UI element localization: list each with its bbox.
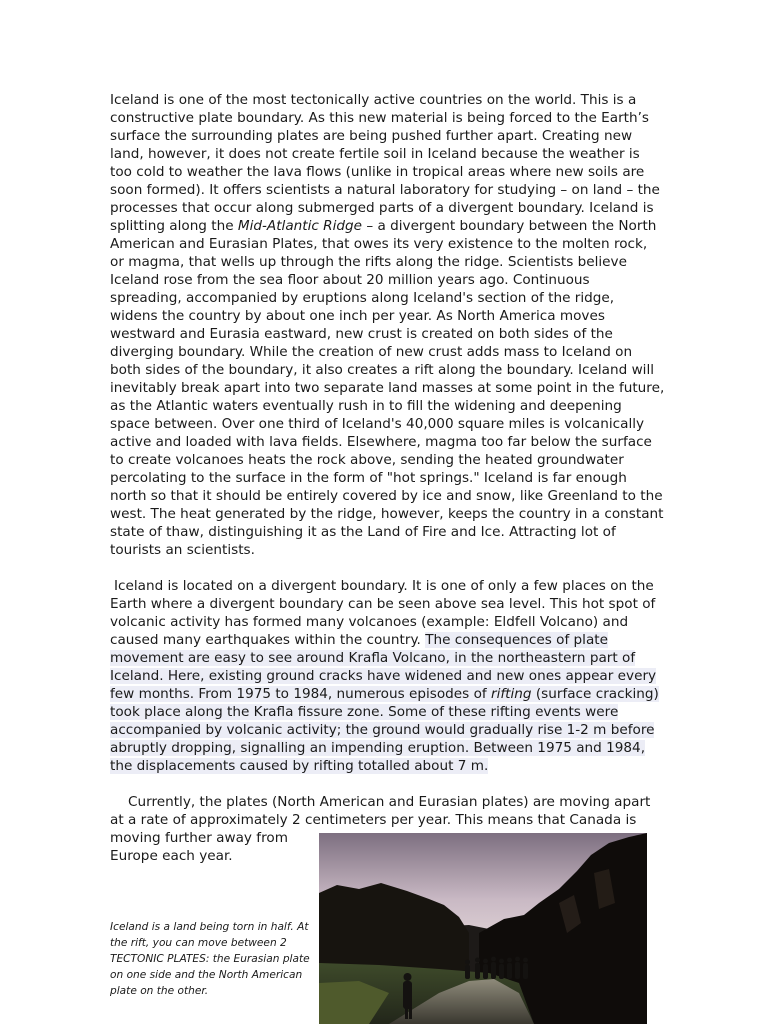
rift-valley-photo — [319, 833, 647, 1024]
rifting-term: rifting — [491, 686, 532, 702]
highlighted-text-a: The consequences of plate movement are easy to see around Krafla Volcano, in the northeastern part of Iceland. Here, existing ground cracks have widened and new ones appear every few months. From 1975 to 1984, numerous episodes of — [110, 632, 657, 702]
paragraph-plate-movement: Currently, the plates (North American and Eurasian plates) are moving apart at a rate of approximately 2 centimeters per year. This means that Canada is — [110, 794, 651, 828]
paragraph-divergent-boundary — [110, 577, 665, 775]
paragraph-2-text: Iceland is located on a divergent boundary. It is one of only a few places on the Earth where a divergent boundary can be seen above sea level. This hot spot of volcanic activity has formed many volcanoes (example: Eldfell Volcano) and caused many earthquakes within the country. — [110, 578, 656, 648]
photo-caption: Iceland is a land being torn in half. At the rift, you can move between 2 TECTONIC PLATES: the Eurasian plate on one side and the North American plate on the other. — [110, 921, 310, 997]
paragraph-1-text-b: – a divergent boundary between the North American and Eurasian Plates, that owes its very existence to the molten rock, or magma, that wells up through the rifts along the ridge. Scientists believe Iceland rose from the sea floor about 20 million years ago. Continuous spreading, accompanied by eruptions along Iceland's section of the ridge, widens the country by about one inch per year. As North America moves westward and Eurasia eastward, new crust is created on both sides of the diverging boundary. While the creation of new crust adds mass to Iceland on both sides of the boundary, it also creates a rift along the boundary. Iceland will inevitably break apart into two separate land masses at some point in the future, as the Atlantic waters eventually rush in to fill the widening and deepening space between. Over one third of Iceland's 40,000 square miles is volcanically active and loaded with lava fields. Elsewhere, magma too far below the surface to create volcanoes heats the rock above, sending the heated groundwater percolating to the surface in the form of "hot springs." Iceland is far enough north so that it should be entirely covered by ice and snow, like Greenland to the west. The heat generated by the ridge, however, keeps the country in a constant state of thaw, distinguishing it as the Land of Fire and Ice. Attracting lot of tourists an scientists. — [110, 218, 665, 558]
mid-atlantic-ridge-term: Mid-Atlantic Ridge — [237, 218, 363, 234]
document-body — [110, 91, 665, 865]
paragraph-tectonics — [110, 91, 665, 559]
paragraph-1-text-a: Iceland is one of the most tectonically active countries on the world. This is a constructive plate boundary. As this new material is being forced to the Earth’s surface the surrounding plates are being pushed further apart. Creating new land, however, it does not create fertile soil in Iceland because the weather is too cold to weather the lava flows (unlike in tropical areas where new soils are soon formed). It offers scientists a natural laboratory for studying – on land – the processes that occur along submerged parts of a divergent boundary. Iceland is splitting along the — [110, 92, 660, 234]
paragraph-plate-movement-wrap: moving further away from Europe each year. — [110, 830, 288, 864]
highlighted-text-b: (surface cracking) took place along the Krafla fissure zone. Some of these rifting events were accompanied by volcanic activity; the ground would gradually rise 1-2 m before abruptly dropping, signalling an impending eruption. Between 1975 and 1984, the displacements caused by rifting totalled about 7 m. — [110, 686, 659, 774]
